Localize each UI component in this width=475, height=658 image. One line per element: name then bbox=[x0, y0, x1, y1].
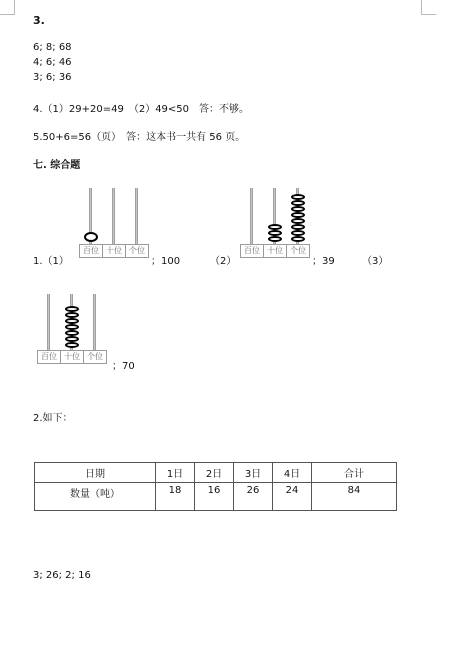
abacus-base bbox=[79, 244, 149, 258]
question-1-answer-3: ；70 bbox=[112, 361, 135, 372]
table-cell: 84 bbox=[312, 483, 397, 511]
table-cell: 24 bbox=[273, 483, 312, 511]
page-corner-mark-right bbox=[421, 0, 436, 15]
place-ones-label: 个位 bbox=[129, 246, 145, 255]
question-5-answer: 5.50+6=56（页） 答：这本书一共有 56 页。 bbox=[33, 132, 246, 143]
table-header-cell: 日期 bbox=[35, 463, 156, 483]
table-cell: 18 bbox=[156, 483, 195, 511]
abacus-base bbox=[240, 244, 310, 258]
place-tens-label: 十位 bbox=[61, 351, 84, 363]
answer-line-1: 6; 8; 68 bbox=[33, 42, 72, 53]
abacus-rod-hundreds bbox=[250, 188, 253, 246]
table-header-cell: 4日 bbox=[273, 463, 312, 483]
abacus-rod-hundreds bbox=[47, 294, 50, 352]
place-hundreds-label: 百位 bbox=[80, 245, 103, 257]
data-table bbox=[34, 462, 397, 511]
section-7-title: 七. 综合题 bbox=[33, 160, 81, 171]
abacus-bead bbox=[84, 232, 98, 242]
place-hundreds-label: 百位 bbox=[38, 351, 61, 363]
abacus-2 bbox=[240, 188, 310, 258]
question-1-label-2: （2） bbox=[210, 256, 237, 267]
place-tens-label: 十位 bbox=[264, 245, 287, 257]
abacus-bead bbox=[65, 342, 79, 348]
table-cell: 16 bbox=[195, 483, 234, 511]
table-header-cell: 合计 bbox=[312, 463, 397, 483]
abacus-bead bbox=[291, 236, 305, 242]
question-1-answer-2: ；39 bbox=[312, 256, 335, 267]
table-header-cell: 1日 bbox=[156, 463, 195, 483]
abacus-rod-ones bbox=[93, 294, 96, 352]
table-header-row bbox=[35, 463, 397, 483]
table-cell: 26 bbox=[234, 483, 273, 511]
place-ones-label: 个位 bbox=[290, 246, 306, 255]
abacus-3 bbox=[37, 294, 107, 364]
place-ones-label: 个位 bbox=[87, 352, 103, 361]
question-1-label-3: （3） bbox=[362, 256, 389, 267]
question-1-prefix: 1.（1） bbox=[33, 256, 69, 267]
table-row-label: 数量（吨） bbox=[35, 483, 156, 511]
question-1-answer-1: ；100 bbox=[151, 256, 181, 267]
table-row bbox=[35, 483, 397, 511]
question-2-title: 2.如下： bbox=[33, 413, 73, 424]
answer-line-2: 4; 6; 46 bbox=[33, 57, 72, 68]
abacus-rod-tens bbox=[112, 188, 115, 246]
answer-line-3: 3; 6; 36 bbox=[33, 72, 72, 83]
abacus-base bbox=[37, 350, 107, 364]
table-header-cell: 2日 bbox=[195, 463, 234, 483]
question-4-answer: 4.（1）29+20=49 （2）49<50 答：不够。 bbox=[33, 104, 250, 115]
abacus-1 bbox=[79, 188, 149, 258]
abacus-rod-ones bbox=[135, 188, 138, 246]
place-tens-label: 十位 bbox=[103, 245, 126, 257]
place-hundreds-label: 百位 bbox=[241, 245, 264, 257]
page-corner-mark-left bbox=[0, 0, 15, 15]
table-header-cell: 3日 bbox=[234, 463, 273, 483]
abacus-bead bbox=[268, 236, 282, 242]
section-3-number: 3. bbox=[33, 14, 45, 27]
footer-answer: 3; 26; 2; 16 bbox=[33, 570, 91, 581]
